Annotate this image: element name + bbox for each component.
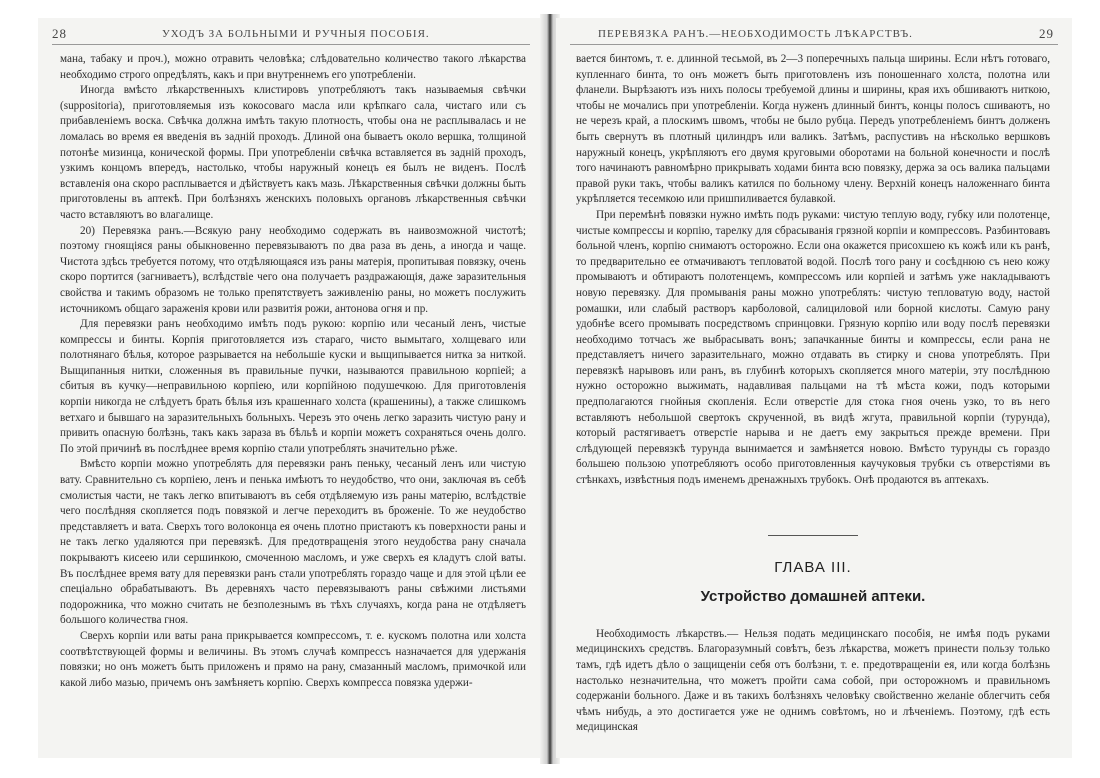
chapter-paragraph: Необходимость лѣкарствъ.— Нельзя подать медицинскаго пособія, не имѣя подъ руками медицинскихъ средствъ. Благоразумный совѣтъ, безъ лѣкарства, можетъ принести пользу только тамъ, гдѣ идетъ дѣло о защищеніи себя отъ болѣзни, т. е. предотвращеніи ея, или когда болѣзнь настолько незначительна, что можетъ пройти сама собой, при осторожномъ и правильномъ содержаніи больного. Даже и въ такихъ болѣзняхъ человѣку свойственно желаніе облегчить себя чѣмъ нибудь, а это достигается уже не однимъ совѣтомъ, но и лѣченіемъ. Поэтому, гдѣ есть медицинская (576, 627, 1050, 734)
right-running-head (570, 26, 1058, 45)
left-page-body (60, 52, 526, 691)
right-paragraph: вается бинтомъ, т. е. длинной тесьмой, въ 2—3 поперечныхъ пальца ширины. Если нѣтъ готоваго, купленнаго бинта, то онъ можетъ быть приготовленъ изъ поношеннаго холста, полотна или фланели. Вырѣзаютъ изъ нихъ полосы требуемой длины и ширины, края ихъ обшиваютъ ниткою, чтобы не мочались при употребленіи. Когда нуженъ длинный бинтъ, концы полосъ сшиваютъ, но не черезъ край, а плоскимъ швомъ, чтобы не было рубца. Передъ употребленіемъ бинтъ долженъ быть свернутъ въ плотный цилиндръ или валикъ. Затѣмъ, распустивъ на нѣсколько вершковъ наружный конецъ, укрѣпляютъ его двумя круговыми оборотами на больной конечности и послѣ того начинаютъ равномѣрно прикрывать ходами бинта всю повязку, держа за ось валика пальцами правой руки такъ, чтобы валикъ катился по больному члену. Верхній конецъ наложеннаго бинта укрѣпляется тесемкою или пришпиливается булавкой. (576, 53, 1050, 206)
left-page-number: 28 (52, 26, 67, 41)
right-page-body (576, 52, 1050, 736)
left-paragraph: 20) Перевязка ранъ.—Всякую рану необходимо содержать въ наивозможной чистотѣ; поэтому гноящіяся раны обыкновенно перевязываютъ по два раза въ день, а иногда и чаще. Чистота здѣсь требуется потому, что отдѣляющаяся изъ раны матерія, пропитывая повязку, очень скоро портится (загниваетъ), вслѣдствіе чего она получаетъ раздражающія, даже заразительныя свойства и такимъ образомъ не только препятствуетъ заживленію раны, но можетъ послужить источникомъ общаго зараженія крови или развитія рожи, антонова огня и пр. (60, 224, 526, 315)
right-page (556, 18, 1072, 758)
left-page (38, 18, 544, 758)
right-page-number: 29 (1039, 26, 1054, 41)
right-paragraph: При перемѣнѣ повязки нужно имѣть подъ руками: чистую теплую воду, губку или полотенце, чистые компрессы и корпію, тарелку для сбрасыванія грязной корпіи и компрессовъ. Разбинтовавъ больной членъ, корпію снимаютъ осторожно. Если она окажется присохшею къ кожѣ или къ ранѣ, то предварительно ее отмачиваютъ тепловатой водой. Послѣ того рану и сосѣднюю съ нею кожу промываютъ и обтираютъ полотенцемъ, компрессомъ или корпіей и затѣмъ уже накладываютъ новую перевязку. Для промыванія раны можно употреблять: чистую тепловатую воду, настой ромашки, или слабый растворъ карболовой, салициловой или борной кислоты. Самую рану удобнѣе всего промывать посредствомъ спринцовки. Грязную корпію или воду послѣ перевязки необходимо тотчасъ же выбрасывать вонъ; запачканные бинты и компрессы, если рана не представляетъ ничего заразительнаго, можно отдавать въ стирку и снова употреблять. При перевязкѣ нарывовъ или ранъ, въ глубинѣ которыхъ скопляется много матеріи, эту послѣднюю нужно осторожно выжимать, надавливая пальцами на тѣ мѣста кожи, подъ которыми предполагаются гнойныя скопленія. Если отверстіе для стока гноя очень узко, то въ него вставляютъ небольшой свертокъ скрученной, въ видѣ жгута, правильной корпіи (турунда), который растягиваетъ отверстіе нарыва и не даетъ ему закрыться прежде времени. При слѣдующей перевязкѣ турунда вынимается и замѣняется новою. Вмѣсто турунды съ гораздо большею пользою употребляютъ особо приготовленныя каучуковыя трубки съ отверстіями въ стѣнкахъ, извѣстныя подъ именемъ дренажныхъ трубокъ. Онѣ продаются въ аптекахъ. (576, 208, 1050, 487)
left-running-title: УХОДЪ ЗА БОЛЬНЫМИ И РУЧНЫЯ ПОСОБІЯ. (162, 28, 430, 40)
left-paragraph: Иногда вмѣсто лѣкарственныхъ клистировъ употребляютъ такъ называемыя свѣчки (suppositoria), приготовляемыя изъ кокосоваго масла или крѣпкаго сала, чистаго или съ прибавленіемъ воска. Свѣчка должна имѣть такую плотность, чтобы она не расплывалась и не ломалась во время ея введенія въ задній проходъ. Длиной она бываетъ около вершка, толщиной потонѣе мизинца, конической формы. При употребленіи свѣчка вставляется въ задній проходъ, узкимъ концомъ впередъ, настолько, чтобы наружный конецъ ея былъ не виденъ. Послѣ вставленія она скоро расплывается и дѣйствуетъ какъ мазь. Лѣкарственныя свѣчки должны быть приготовлены въ аптекѣ. При болѣзняхъ женскихъ половыхъ органовъ лѣкарственныя свѣчки часто вставляютъ во влагалище. (60, 84, 526, 221)
left-running-head (52, 26, 530, 45)
left-paragraph: Вмѣсто корпіи можно употреблять для перевязки ранъ пеньку, чесаный ленъ или чистую вату. Сравнительно съ корпіею, ленъ и пенька имѣютъ то неудобство, что они, заключая въ себѣ смолистыя части, не такъ легко впитываютъ въ себя отдѣляемую изъ раны матерію, вслѣдствіе чего послѣдняя скопляется подъ повязкой и легче переходитъ въ броженіе. То же неудобство представляетъ и вата. Сверхъ того волоконца ея очень плотно пристаютъ къ поверхности раны и не такъ легко удаляются при перевязкѣ. Для предотвращенія этого неудобства рану сначала покрываютъ кисеею или сершинкою, смоченною масломъ, и уже сверхъ ея кладутъ слой ваты. Въ послѣднее время вату для перевязки ранъ стали употреблять гораздо чаще и для этой цѣли ее спеціально обрабатываютъ. Въ деревняхъ часто перевязываютъ раны свѣжими листьями подорожника, что можно считать не безполезнымъ въ тѣхъ случаяхъ, когда рана не отдѣляетъ большого количества гноя. (60, 458, 526, 627)
chapter-title: Устройство домашней аптеки. (700, 588, 926, 606)
chapter-heading: ГЛАВА III. (774, 558, 852, 576)
left-paragraph: мана, табаку и проч.), можно отравить человѣка; слѣдовательно количество такого лѣкарства необходимо строго опредѣлять, какъ и при внутреннемъ его употребленіи. (60, 53, 526, 81)
left-paragraph: Для перевязки ранъ необходимо имѣть подъ рукою: корпію или чесаный ленъ, чистые компрессы и бинты. Корпія приготовляется изъ стараго, чисто вымытаго, холщеваго или полотнянаго бѣлья, которое разрывается на небольшіе куски и выщипывается нитка за ниткой. Выщипанныя нитки, сложенныя въ правильные пучки, называются правильною корпіей; а сбитыя въ кучку—неправильною корпіею, или корпійною подушечкою. Для приготовленія корпіи никогда не слѣдуетъ брать бѣлья изъ крашеннаго холста (крашенины), а также слишкомъ ветхаго и бывшаго на заразительныхъ больныхъ. Черезъ это очень легко заразить чистую рану и привить опасную болѣзнь, такъ какъ зараза въ бѣльѣ и корпіи можетъ сохраняться очень долго. По этой причинѣ въ послѣднее время корпію стали употреблять значительно рѣже. (60, 318, 526, 455)
right-running-title: ПЕРЕВЯЗКА РАНЪ.—НЕОБХОДИМОСТЬ ЛѢКАРСТВЪ. (598, 28, 913, 40)
chapter-divider (768, 535, 858, 536)
left-paragraph: Сверхъ корпіи или ваты рана прикрывается компрессомъ, т. е. кускомъ полотна или холста соотвѣтствующей формы и величины. Въ этомъ случаѣ компрессъ назначается для удержанія повязки; но онъ можетъ быть приложенъ и прямо на рану, смазанный масломъ, примочкой или какой либо мазью, причемъ онъ замѣняетъ корпію. Сверхъ компресса повязка удержи- (60, 629, 526, 689)
